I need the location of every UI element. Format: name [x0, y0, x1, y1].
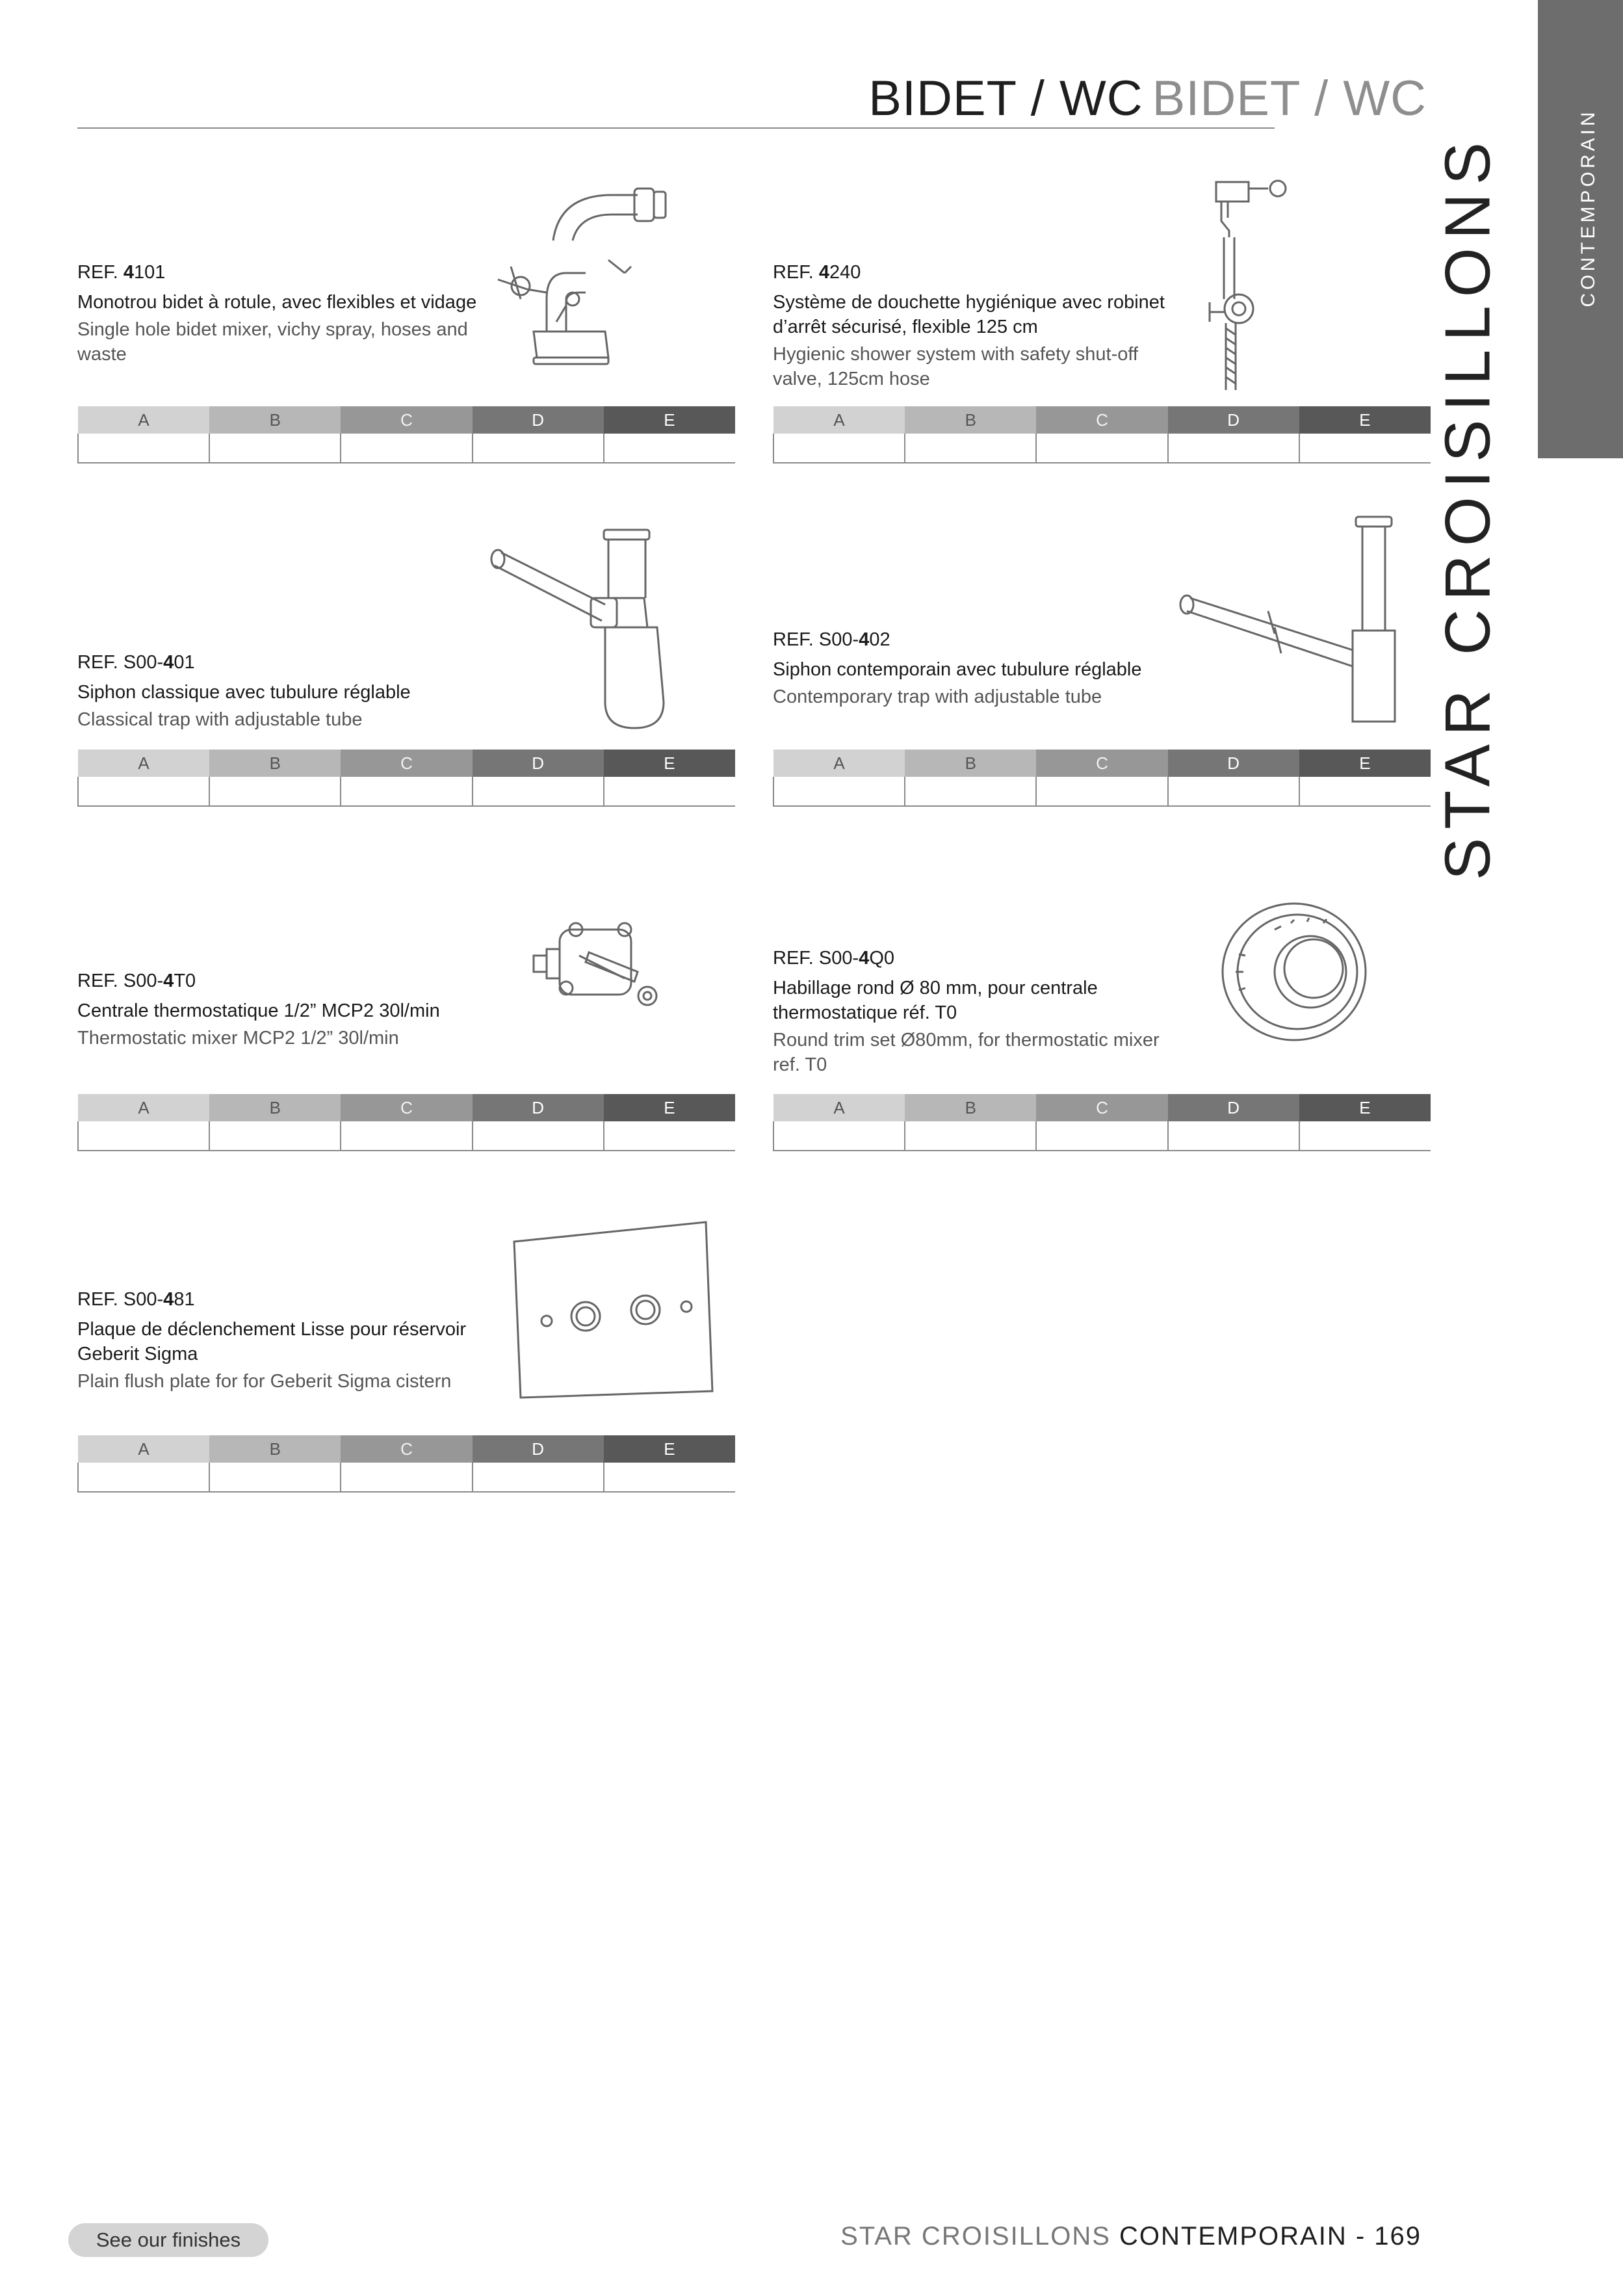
finish-cell [341, 1121, 472, 1151]
finish-col-a: A [773, 406, 905, 434]
finish-col-d: D [473, 406, 604, 434]
product-description-fr: Siphon contemporain avec tubulure réglable [773, 659, 1142, 680]
finish-col-e: E [1299, 750, 1431, 777]
finish-cell [1036, 434, 1167, 463]
product-description-fr: Siphon classique avec tubulure réglable [77, 682, 411, 703]
title-divider [77, 127, 1275, 129]
finish-cell [78, 1463, 209, 1492]
footer-brand: STAR CROISILLONS [840, 2222, 1111, 2250]
finish-cell [604, 434, 735, 463]
finish-col-c: C [341, 750, 472, 777]
finish-col-d: D [473, 1435, 604, 1463]
product-card [77, 169, 735, 468]
finish-cell [209, 1463, 341, 1492]
finish-cell [341, 434, 472, 463]
page-title-en: BIDET / WC [1152, 71, 1427, 126]
finish-cell [473, 777, 604, 806]
finish-cell [905, 1121, 1036, 1151]
finish-cell [773, 434, 905, 463]
contemporary-trap-icon [1171, 514, 1431, 748]
finish-cell [209, 1121, 341, 1151]
thermostatic-mixer-icon [475, 858, 735, 1092]
finish-col-c: C [1036, 406, 1167, 434]
finish-cell [341, 1463, 472, 1492]
finish-col-a: A [78, 1435, 209, 1463]
product-card [77, 514, 735, 813]
finish-table [773, 750, 1431, 807]
see-finishes-button[interactable]: See our finishes [68, 2223, 268, 2257]
product-ref: REF. S00-401 [77, 652, 195, 673]
finish-col-c: C [1036, 1094, 1167, 1121]
product-card [77, 858, 735, 1157]
finish-col-e: E [1299, 406, 1431, 434]
finish-cell [78, 434, 209, 463]
finish-cell [473, 1121, 604, 1151]
finish-col-e: E [604, 1435, 735, 1463]
finish-cell [209, 434, 341, 463]
finish-col-a: A [773, 1094, 905, 1121]
finish-col-d: D [1168, 750, 1299, 777]
product-ref: REF. S00-402 [773, 629, 890, 650]
finish-table [773, 406, 1431, 463]
product-text [773, 946, 1176, 1077]
finish-col-b: B [209, 1094, 341, 1121]
finish-cell [604, 777, 735, 806]
page-title-fr: BIDET / WC [868, 71, 1143, 126]
finish-cell [1299, 434, 1431, 463]
finish-cell [905, 434, 1036, 463]
product-ref: REF. 4101 [77, 262, 166, 283]
finish-cell [1299, 1121, 1431, 1151]
product-ref: REF. S00-481 [77, 1289, 195, 1310]
product-description-fr: Centrale thermostatique 1/2” MCP2 30l/min [77, 1000, 440, 1021]
product-description-fr: Système de douchette hygiénique avec robinet d’arrêt sécurisé, flexible 125 cm [773, 292, 1165, 337]
hygienic-shower-icon [1171, 169, 1431, 403]
finish-col-e: E [604, 406, 735, 434]
product-description-fr: Habillage rond Ø 80 mm, pour centrale thermostatique réf. T0 [773, 978, 1098, 1023]
finish-col-d: D [473, 750, 604, 777]
finish-col-e: E [604, 750, 735, 777]
flush-plate-icon [475, 1203, 735, 1437]
product-description-en: Round trim set Ø80mm, for thermostatic mixer ref. T0 [773, 1030, 1160, 1075]
finish-cell [773, 777, 905, 806]
round-trim-icon [1171, 858, 1431, 1092]
product-text [77, 650, 480, 732]
product-text [77, 260, 480, 367]
product-text [77, 1287, 480, 1394]
product-description-en: Plain flush plate for for Geberit Sigma cistern [77, 1371, 452, 1392]
finish-cell [1168, 434, 1299, 463]
finish-cell [473, 434, 604, 463]
finish-col-a: A [773, 750, 905, 777]
finish-cell [1299, 777, 1431, 806]
footer-collection-page: CONTEMPORAIN - 169 [1119, 2222, 1422, 2250]
finish-table [77, 750, 735, 807]
finish-cell [773, 1121, 905, 1151]
finish-col-a: A [78, 1094, 209, 1121]
page-footer [840, 2222, 1422, 2251]
product-card [773, 169, 1431, 468]
product-card [773, 514, 1431, 813]
finish-table [773, 1094, 1431, 1151]
finish-col-e: E [1299, 1094, 1431, 1121]
finish-col-b: B [209, 750, 341, 777]
finish-col-b: B [905, 406, 1036, 434]
finish-table [77, 1435, 735, 1493]
finish-cell [1036, 777, 1167, 806]
finish-cell [1036, 1121, 1167, 1151]
product-description-fr: Plaque de déclenchement Lisse pour réservoir Geberit Sigma [77, 1319, 467, 1364]
finish-col-b: B [209, 406, 341, 434]
product-ref: REF. S00-4T0 [77, 971, 196, 991]
finish-table [77, 406, 735, 463]
classic-trap-icon [475, 514, 735, 748]
product-text [773, 627, 1176, 709]
finish-col-c: C [1036, 750, 1167, 777]
finish-col-b: B [905, 1094, 1036, 1121]
finish-col-d: D [1168, 406, 1299, 434]
product-description-en: Hygienic shower system with safety shut-off valve, 125cm hose [773, 344, 1138, 389]
finish-cell [1168, 777, 1299, 806]
product-description-en: Contemporary trap with adjustable tube [773, 686, 1102, 707]
bidet-mixer-icon [475, 169, 735, 403]
product-text [773, 260, 1176, 391]
page-title [868, 70, 1427, 127]
finish-col-d: D [1168, 1094, 1299, 1121]
finish-col-c: C [341, 406, 472, 434]
product-ref: REF. 4240 [773, 262, 861, 283]
finish-table [77, 1094, 735, 1151]
finish-col-c: C [341, 1435, 472, 1463]
finish-cell [604, 1463, 735, 1492]
finish-col-e: E [604, 1094, 735, 1121]
collection-tab-label: CONTEMPORAIN [1578, 109, 1599, 307]
product-card [773, 858, 1431, 1157]
product-card [77, 1203, 735, 1502]
product-description-en: Single hole bidet mixer, vichy spray, hoses and waste [77, 319, 468, 365]
finish-cell [473, 1463, 604, 1492]
finish-cell [209, 777, 341, 806]
brand-vertical-title: STAR CROISILLONS [1431, 133, 1503, 881]
finish-col-d: D [473, 1094, 604, 1121]
finish-col-a: A [78, 750, 209, 777]
finish-col-b: B [209, 1435, 341, 1463]
finish-cell [78, 777, 209, 806]
product-ref: REF. S00-4Q0 [773, 948, 894, 969]
product-description-en: Classical trap with adjustable tube [77, 709, 363, 730]
finish-col-b: B [905, 750, 1036, 777]
finish-cell [341, 777, 472, 806]
finish-cell [1168, 1121, 1299, 1151]
finish-col-a: A [78, 406, 209, 434]
finish-col-c: C [341, 1094, 472, 1121]
product-description-fr: Monotrou bidet à rotule, avec flexibles et vidage [77, 292, 477, 313]
finish-cell [604, 1121, 735, 1151]
finish-cell [78, 1121, 209, 1151]
finish-cell [905, 777, 1036, 806]
product-description-en: Thermostatic mixer MCP2 1/2” 30l/min [77, 1028, 399, 1049]
product-text [77, 969, 480, 1050]
